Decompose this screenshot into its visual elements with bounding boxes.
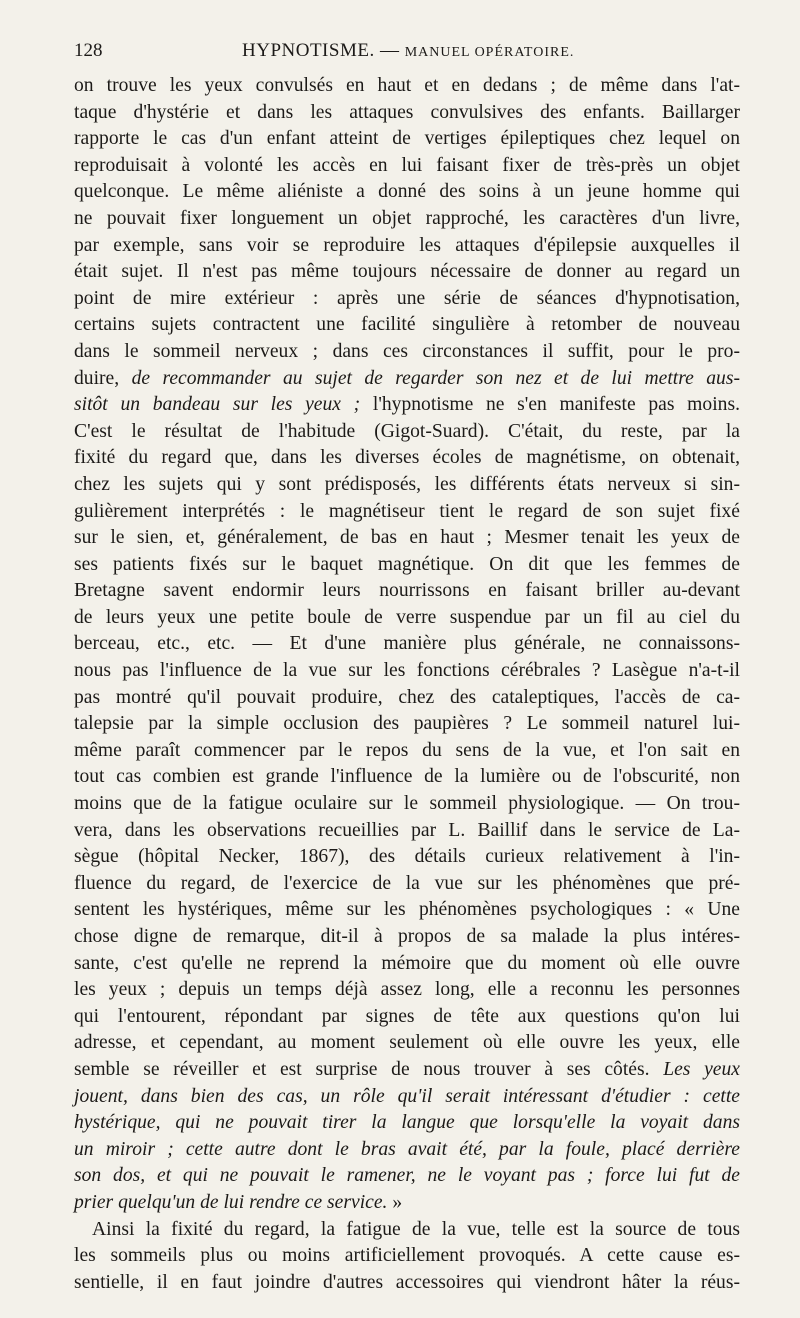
text-line: tout cas combien est grande l'influence de la lumière ou de l'obscurité, non <box>74 766 740 788</box>
running-title <box>242 36 574 68</box>
text-line <box>74 366 740 393</box>
text-run: duire, <box>74 367 132 389</box>
text-line: vera, dans les observations recueillies par L. Baillif dans le service de La- <box>74 819 740 841</box>
text-line: même paraît commencer par le repos du sens de la vue, et l'on sait en <box>74 739 740 761</box>
text-line: gulièrement interprétés : le magnétiseur tient le regard de son sujet fixé <box>74 500 740 522</box>
text-line: les sommeils plus ou moins artificiellement provoqués. A cette cause es- <box>74 1245 740 1267</box>
text-line <box>74 392 740 419</box>
italic-run: son dos, et qui ne pouvait le ramener, ne le voyant pas ; force lui fut de <box>74 1165 740 1187</box>
text-line: taque d'hystérie et dans les attaques convulsives des enfants. Baillarger <box>74 101 740 123</box>
text-line: berceau, etc., etc. — Et d'une manière plus générale, ne connaissons- <box>74 633 740 655</box>
text-line: sante, c'est qu'elle ne reprend la mémoire que du moment où elle ouvre <box>74 952 740 974</box>
text-line: on trouve les yeux convulsés en haut et en dedans ; de même dans l'at- <box>74 75 740 96</box>
italic-run: prier quelqu'un de lui rendre ce service. <box>74 1191 388 1213</box>
text-line <box>74 1137 740 1164</box>
text-line <box>74 1163 740 1190</box>
text-line: ne pouvait fixer longuement un objet rapproché, les caractères d'un livre, <box>74 207 740 229</box>
text-line: moins que de la fatigue oculaire sur le sommeil physiologique. — On trou- <box>74 793 740 815</box>
text-line: sentent les hystériques, même sur les phénomènes psychologiques : « Une <box>74 899 740 921</box>
italic-run: jouent, dans bien des cas, un rôle qu'il serait intéressant d'étudier : cette <box>74 1085 740 1107</box>
text-run: l'hypnotisme ne s'en manifeste pas moins. <box>360 394 740 416</box>
italic-run: un miroir ; cette autre dont le bras avait été, par la foule, placé derrière <box>74 1138 740 1160</box>
text-line: par exemple, sans voir se reproduire les attaques d'épilepsie auxquelles il <box>74 234 740 256</box>
text-line: nous pas l'influence de la vue sur les fonctions cérébrales ? Lasègue n'a-t-il <box>74 660 740 682</box>
running-header <box>74 36 740 66</box>
text-run: » <box>387 1191 403 1213</box>
italic-run: hystérique, qui ne pouvait tirer la langue que lorsqu'elle la voyait dans <box>74 1112 740 1134</box>
text-line: dans le sommeil nerveux ; dans ces circonstances il suffit, pour le pro- <box>74 340 740 362</box>
text-line: talepsie par la simple occlusion des paupières ? Le sommeil naturel lui- <box>74 713 740 735</box>
text-line: de leurs yeux une petite boule de verre suspendue par un fil au ciel du <box>74 606 740 628</box>
body-text <box>74 73 740 1296</box>
text-line: adresse, et cependant, au moment seulement où elle ouvre les yeux, elle <box>74 1032 740 1054</box>
text-line <box>74 1190 740 1217</box>
running-title-main: HYPNOTISME. — <box>242 40 405 61</box>
text-line: fixité du regard que, dans les diverses écoles de magnétisme, on obtenait, <box>74 447 740 469</box>
text-line: était sujet. Il n'est pas même toujours nécessaire de donner au regard un <box>74 261 740 283</box>
text-line: ses patients fixés sur le baquet magnétique. On dit que les femmes de <box>74 553 740 575</box>
text-line: pas montré qu'il pouvait produire, chez des cataleptiques, l'accès de ca- <box>74 686 740 708</box>
text-line: chose digne de remarque, dit-il à propos de sa malade la plus intéres- <box>74 926 740 947</box>
text-line: Bretagne savent endormir leurs nourrissons en faisant briller au-devant <box>74 580 740 602</box>
text-line: rapporte le cas d'un enfant atteint de vertiges épileptiques chez lequel on <box>74 128 740 150</box>
italic-run: sitôt un bandeau sur les yeux ; <box>74 394 361 416</box>
paragraph-start-line: Ainsi la fixité du regard, la fatigue de la vue, telle est la source de tous <box>92 1218 740 1240</box>
text-line: reproduisait à volonté les accès en lui faisant fixer de très-près un objet <box>74 154 740 176</box>
text-line: sentielle, il en faut joindre d'autres accessoires qui viendront hâter la réus- <box>74 1271 740 1293</box>
text-line <box>74 1110 740 1137</box>
text-line: chez les sujets qui y sont prédisposés, les différents états nerveux si sin- <box>74 473 740 495</box>
text-line <box>74 1084 740 1111</box>
text-line: point de mire extérieur : après une série de séances d'hypnotisation, <box>74 287 740 309</box>
text-line: les yeux ; depuis un temps déjà assez long, elle a reconnu les personnes <box>74 979 740 1001</box>
text-line: qui l'entourent, répondant par signes de tête aux questions qu'on lui <box>74 1005 740 1027</box>
text-line: sur le sien, et, généralement, de bas en haut ; Mesmer tenait les yeux de <box>74 527 740 549</box>
text-line: quelconque. Le même aliéniste a donné des soins à un jeune homme qui <box>74 181 740 203</box>
running-title-sub: MANUEL OPÉRATOIRE. <box>404 45 575 60</box>
text-line: C'est le résultat de l'habitude (Gigot-Suard). C'était, du reste, par la <box>74 420 740 442</box>
text-run: semble se réveiller et est surprise de nous trouver à ses côtés. <box>74 1058 664 1080</box>
page-number: 128 <box>74 40 103 61</box>
text-line: fluence du regard, de l'exercice de la vue sur les phénomènes que pré- <box>74 872 740 894</box>
italic-run: de recommander au sujet de regarder son nez et de lui mettre aus- <box>131 367 740 389</box>
text-line: certains sujets contractent une facilité singulière à retomber de nouveau <box>74 314 740 336</box>
italic-run: Les yeux <box>663 1058 740 1080</box>
text-line: sègue (hôpital Necker, 1867), des détails curieux relativement à l'in- <box>74 846 740 868</box>
text-line <box>74 1057 740 1084</box>
